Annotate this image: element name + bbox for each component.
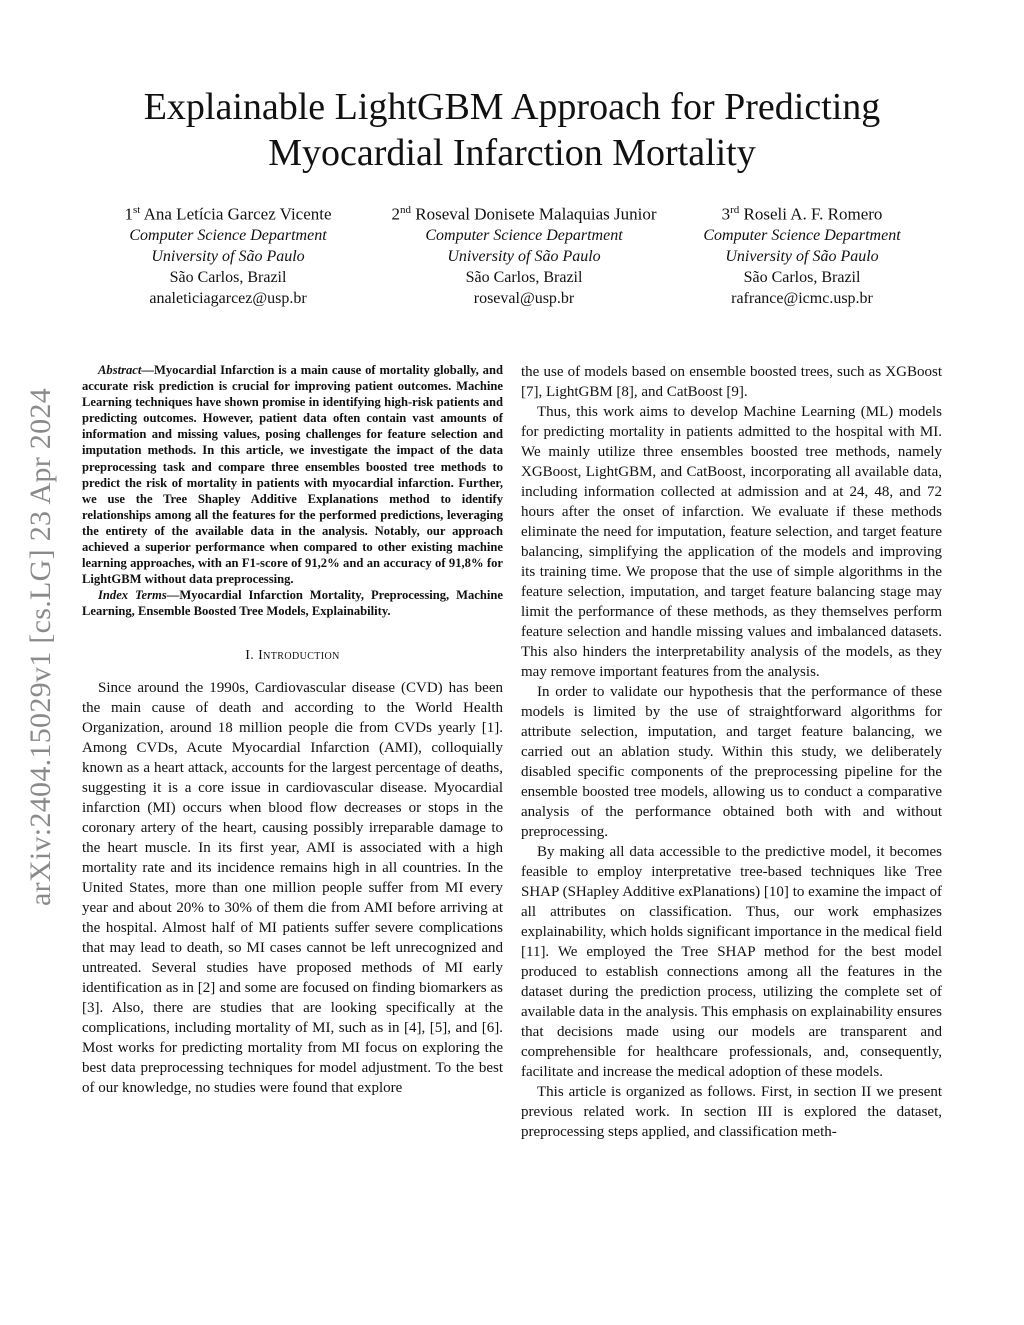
author-city: São Carlos, Brazil bbox=[465, 268, 583, 286]
paper-title bbox=[0, 84, 1024, 176]
abstract bbox=[82, 362, 503, 587]
title-line-1: Explainable LightGBM Approach for Predicting bbox=[143, 86, 881, 128]
author-2: 2nd Roseval Donisete Malaquias Junior Computer Science Department University of São Paulo São Carlos, Brazil roseval@usp.br bbox=[364, 200, 684, 309]
paragraph: Thus, this work aims to develop Machine Learning (ML) models for predicting mortality in patients admitted to the hospital with MI. We mainly utilize three ensembles boosted tree methods, namely XGBoost, LightGBM, and CatBoost, incorporating all available data, including information collected at admission and at 24, 48, and 72 hours after the onset of infarction. We evaluate if these methods eliminate the need for imputation, feature selection, and target feature balancing, simplifying the application of the models and improving its training time. We propose that the use of simple algorithms in the feature selection, imputation, and target feature balancing stage may limit the performance of these methods, as they themselves perform feature selection and handle missing values and imbalanced datasets. This also hinders the interpretability analysis of the models, as they may remove important features from the analysis. bbox=[521, 404, 942, 680]
abstract-text: —Myocardial Infarction is a main cause of mortality globally, and accurate risk prediction is crucial for improving patient outcomes. Machine Learning techniques have shown promise in identifying high-risk patients and predicting outcomes. However, patient data often contain vast amounts of information and missing values, posing challenges for feature selection and imputation methods. In this article, we investigate the impact of the data preprocessing task and compare three ensembles boosted tree methods to predict the risk of mortality in patients with myocardial infarction. Further, we use the Tree Shapley Additive Explanations method to identify relationships among all the features for the performed predictions, leveraging the entirety of the available data in the analysis. Notably, our approach achieved a superior performance when compared to other existing machine learning approaches, with an F1-score of 91,2% and an accuracy of 91,8% for LightGBM without data preprocessing. bbox=[82, 363, 503, 587]
author-city: São Carlos, Brazil bbox=[169, 268, 287, 286]
paragraph: In order to validate our hypothesis that the performance of these models is limited by the use of straightforward algorithms for attribute selection, imputation, and target feature balancing, we carried out an ablation study. Within this study, we deliberately disabled specific components of the preprocessing pipeline for the ensemble boosted tree models, allowing us to conduct a comparative analysis of the performance obtained both with and without preprocessing. bbox=[521, 684, 942, 840]
author-university: University of São Paulo bbox=[447, 247, 601, 265]
index-terms bbox=[82, 587, 503, 619]
author-dept: Computer Science Department bbox=[703, 226, 901, 244]
author-email: rafrance@icmc.usp.br bbox=[731, 289, 873, 307]
author-dept: Computer Science Department bbox=[425, 226, 623, 244]
author-3: 3rd Roseli A. F. Romero Computer Science Department University of São Paulo São Carlos, Brazil rafrance@icmc.usp.br bbox=[682, 200, 922, 309]
arxiv-stamp bbox=[18, 352, 64, 942]
author-dept: Computer Science Department bbox=[129, 226, 327, 244]
paragraph: Since around the 1990s, Cardiovascular disease (CVD) has been the main cause of death and according to the World Health Organization, around 18 million people die from CVDs yearly [1]. Among CVDs, Acute Myocardial Infarction (AMI), colloquially known as a heart attack, accounts for the largest percentage of deaths, suggesting it is a core issue in cardiovascular disease. Myocardial infarction (MI) occurs when blood flow decreases or stops in the coronary artery of the heart, causing possibly irreparable damage to the heart muscle. In its first year, AMI is associated with a high mortality rate and its incidence remains high in all countries. In the United States, more than one million people suffer from MI every year and about 20% to 30% of them die from AMI before arriving at the hospital. Almost half of MI patients suffer severe complications that may lead to death, so MI cases cannot be left unrecognized and untreated. Several studies have proposed methods of MI early identification as in [2] and some are focused on finding biomarkers as [3]. Also, there are studies that are looking specifically at the complications, including mortality of MI, such as in [4], [5], and [6]. Most works for predicting mortality from MI focus on exploring the best data preprocessing techniques for model adjustment. To the best of our knowledge, no studies were found that explore bbox=[82, 679, 503, 1096]
paragraph: By making all data accessible to the predictive model, it becomes feasible to employ interpretative tree-based techniques like Tree SHAP (SHapley Additive exPlanations) [10] to examine the impact of all attributes on classification. Thus, our work emphasizes explainability, which holds significant importance in the medical field [11]. We employed the Tree SHAP method for the best model produced to establish connections among all the features in the dataset during the prediction process, utilizing the complete set of available data in the analysis. This emphasis on explainability ensures that decisions made using our models are transparent and comprehensible for healthcare professionals, and, consequently, facilitate and increase the medical adoption of these models. bbox=[521, 844, 942, 1080]
left-column bbox=[82, 362, 503, 1098]
index-terms-text: —Myocardial Infarction Mortality, Preprocessing, Machine Learning, Ensemble Boosted Tree Models, Explainability. bbox=[82, 588, 503, 619]
paragraph: This article is organized as follows. First, in section II we present previous related work. In section III is explored the dataset, preprocessing steps applied, and classification meth- bbox=[521, 1084, 942, 1140]
author-name: Roseli A. F. Romero bbox=[743, 204, 883, 224]
arxiv-stamp-text: arXiv:2404.15029v1 [cs.LG] 23 Apr 2024 bbox=[24, 387, 58, 907]
author-name: Ana Letícia Garcez Vicente bbox=[143, 204, 332, 224]
author-university: University of São Paulo bbox=[151, 247, 305, 265]
right-column bbox=[521, 362, 942, 1142]
index-terms-label: Index Terms bbox=[98, 588, 167, 603]
author-city: São Carlos, Brazil bbox=[743, 268, 861, 286]
author-block bbox=[78, 200, 958, 310]
abstract-label: Abstract bbox=[98, 363, 142, 377]
section-heading-introduction: I. Introduction bbox=[245, 647, 340, 663]
author-email: analeticiagarcez@usp.br bbox=[149, 289, 307, 307]
paragraph: the use of models based on ensemble boosted trees, such as XGBoost [7], LightGBM [8], and CatBoost [9]. bbox=[521, 364, 942, 400]
author-1: 1st Ana Letícia Garcez Vicente Computer Science Department University of São Paulo São Carlos, Brazil analeticiagarcez@usp.br bbox=[78, 200, 378, 309]
title-line-2: Myocardial Infarction Mortality bbox=[268, 132, 756, 174]
author-university: University of São Paulo bbox=[725, 247, 879, 265]
author-name: Roseval Donisete Malaquias Junior bbox=[415, 204, 657, 224]
author-email: roseval@usp.br bbox=[473, 289, 575, 307]
